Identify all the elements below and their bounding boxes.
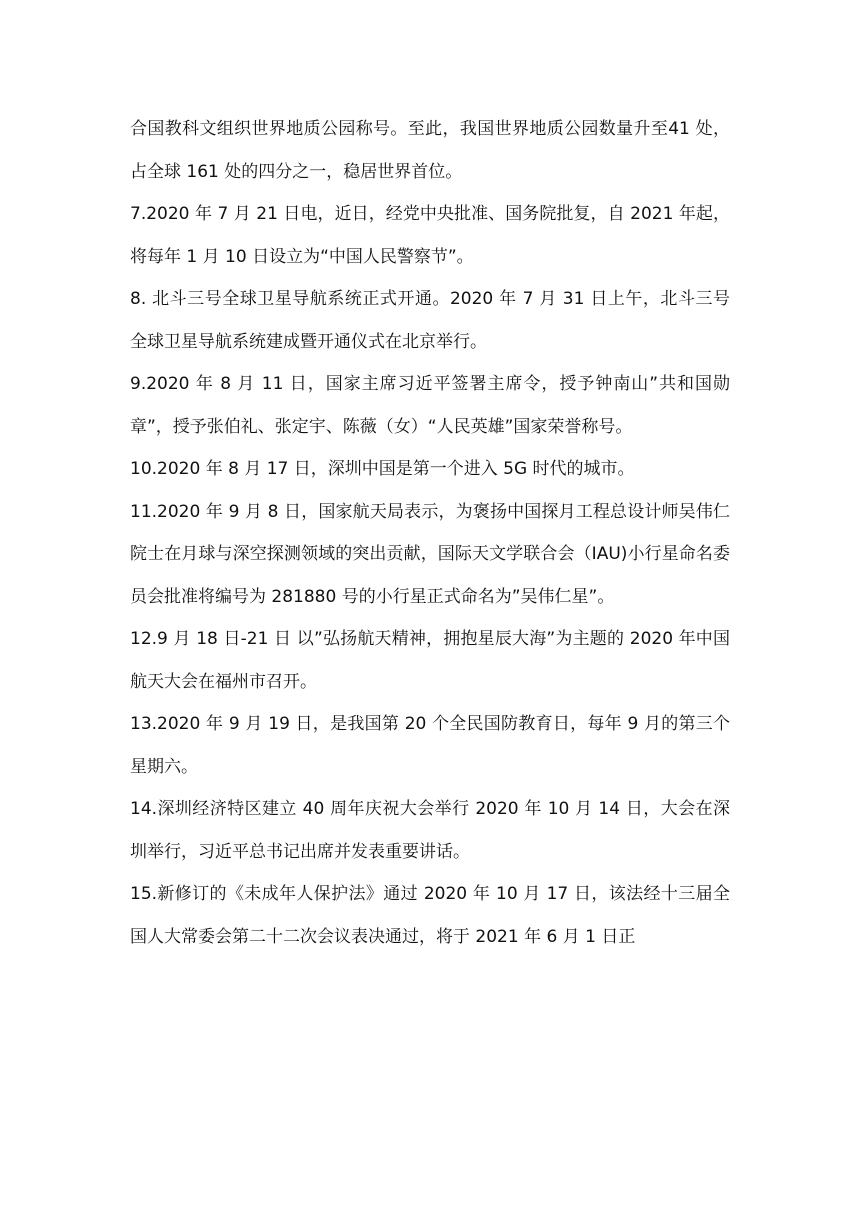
paragraph-intro-continuation: 合国教科文组织世界地质公园称号。至此，我国世界地质公园数量升至41 处，占全球 161 处的四分之一，稳居世界首位。 [130,119,730,182]
paragraph-item-14: 14.深圳经济特区建立 40 周年庆祝大会举行 2020 年 10 月 14 日，大会在深圳举行，习近平总书记出席并发表重要讲话。 [130,799,730,862]
paragraph-item-12: 12.9 月 18 日-21 日 以”弘扬航天精神，拥抱星辰大海”为主题的 2020 年中国航天大会在福州市召开。 [130,629,730,692]
paragraph-item-8: 8. 北斗三号全球卫星导航系统正式开通。2020 年 7 月 31 日上午，北斗三号全球卫星导航系统建成暨开通仪式在北京举行。 [130,289,730,352]
paragraph-item-15: 15.新修订的《未成年人保护法》通过 2020 年 10 月 17 日，该法经十三届全国人大常委会第二十二次会议表决通过，将于 2021 年 6 月 1 日正 [130,884,730,947]
paragraph-item-13: 13.2020 年 9 月 19 日，是我国第 20 个全民国防教育日，每年 9 月的第三个星期六。 [130,714,730,777]
paragraph-item-11: 11.2020 年 9 月 8 日，国家航天局表示，为褒扬中国探月工程总设计师吴伟仁院士在月球与深空探测领域的突出贡献，国际天文学联合会（IAU)小行星命名委员会批准将编号为 281880 号的小行星正式命名为”吴伟仁星”。 [130,501,730,607]
paragraph-item-10: 10.2020 年 8 月 17 日，深圳中国是第一个进入 5G 时代的城市。 [130,459,635,479]
paragraph-item-7: 7.2020 年 7 月 21 日电，近日，经党中央批准、国务院批复，自 2021 年起，将每年 1 月 10 日设立为“中国人民警察节”。 [130,204,730,267]
paragraph-item-9: 9.2020 年 8 月 11 日，国家主席习近平签署主席令，授予钟南山”共和国勋章”，授予张伯礼、张定宇、陈薇（女）“人民英雄”国家荣誉称号。 [130,374,730,437]
document-page [130,108,730,958]
